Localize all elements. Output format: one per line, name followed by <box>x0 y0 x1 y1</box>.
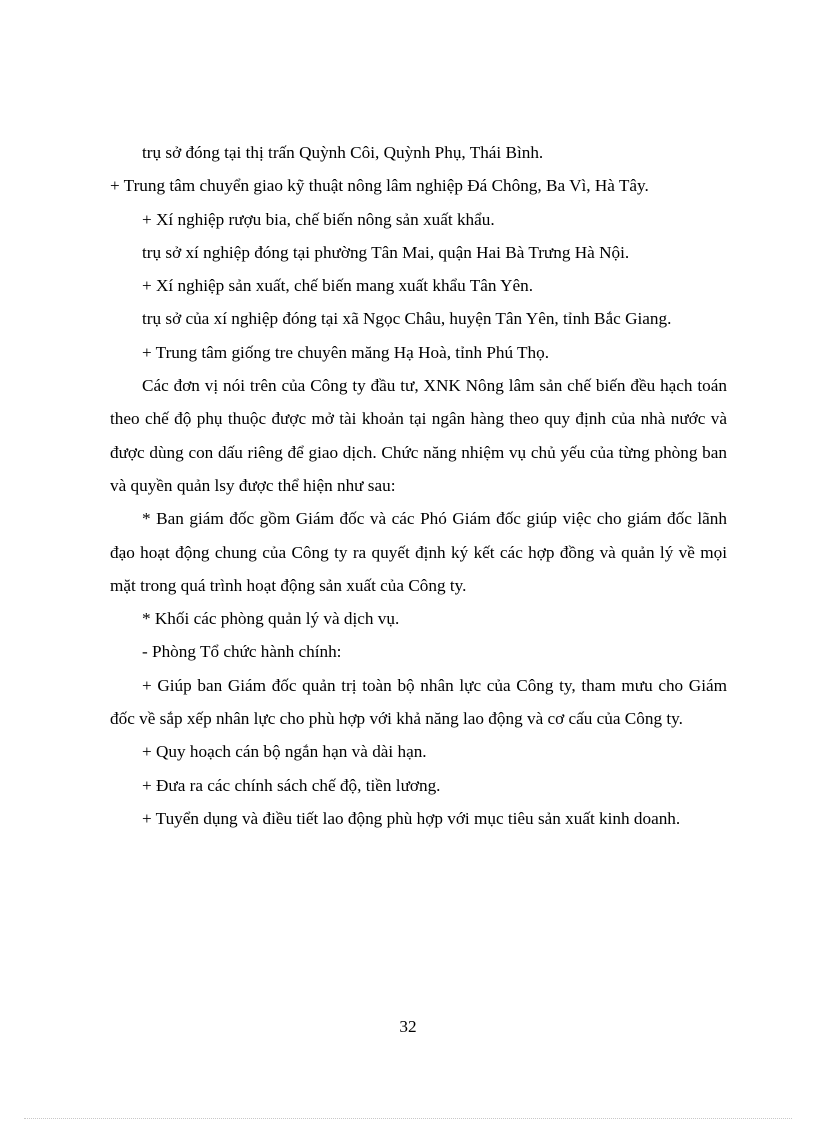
page-number: 32 <box>399 1017 417 1036</box>
paragraph-13: + Quy hoạch cán bộ ngắn hạn và dài hạn. <box>142 742 427 762</box>
paragraph-1: trụ sở đóng tại thị trấn Quỳnh Côi, Quỳnh Phụ, Thái Bình. <box>142 143 544 162</box>
paragraph-14: + Đưa ra các chính sách chế độ, tiền lương. <box>142 775 441 795</box>
page-bottom-divider <box>24 1118 792 1119</box>
paragraph-8: Các đơn vị nói trên của Công ty đầu tư, XNK Nông lâm sản chế biến đều hạch toán theo chế độ phụ thuộc được mở tài khoản tại ngân hàng theo quy định của nhà nước và được dùng con dấu riêng để giao dịch. Chức năng nhiệm vụ chủ yếu của từng phòng ban và quyền quản lsy được thể hiện như sau: <box>110 376 727 495</box>
paragraph-2: + Trung tâm chuyển giao kỹ thuật nông lâm nghiệp Đá Chông, Ba Vì, Hà Tây. <box>110 176 649 196</box>
paragraph-12: + Giúp ban Giám đốc quản trị toàn bộ nhân lực của Công ty, tham mưu cho Giám đốc về sắp xếp nhân lực cho phù hợp với khả năng lao động và cơ cấu của Công ty. <box>110 675 727 729</box>
paragraph-9: * Ban giám đốc gồm Giám đốc và các Phó Giám đốc giúp việc cho giám đốc lãnh đạo hoạt động chung của Công ty ra quyết định ký kết các hợp đồng và quản lý về mọi mặt trong quá trình hoạt động sản xuất của Công ty. <box>110 509 727 595</box>
paragraph-10: * Khối các phòng quản lý và dịch vụ. <box>142 609 400 629</box>
body-text <box>110 136 727 835</box>
paragraph-11: - Phòng Tổ chức hành chính: <box>142 642 342 662</box>
paragraph-6: trụ sở của xí nghiệp đóng tại xã Ngọc Châu, huyện Tân Yên, tỉnh Bắc Giang. <box>142 309 672 329</box>
paragraph-5: + Xí nghiệp sản xuất, chế biến mang xuất khẩu Tân Yên. <box>142 276 534 296</box>
paragraph-15: + Tuyển dụng và điều tiết lao động phù hợp với mục tiêu sản xuất kinh doanh. <box>142 808 681 828</box>
paragraph-4: trụ sở xí nghiệp đóng tại phường Tân Mai, quận Hai Bà Trưng Hà Nội. <box>142 242 630 262</box>
paragraph-3: + Xí nghiệp rượu bia, chế biến nông sản xuất khẩu. <box>142 209 495 229</box>
paragraph-7: + Trung tâm giống tre chuyên măng Hạ Hoà, tỉnh Phú Thọ. <box>142 342 550 362</box>
